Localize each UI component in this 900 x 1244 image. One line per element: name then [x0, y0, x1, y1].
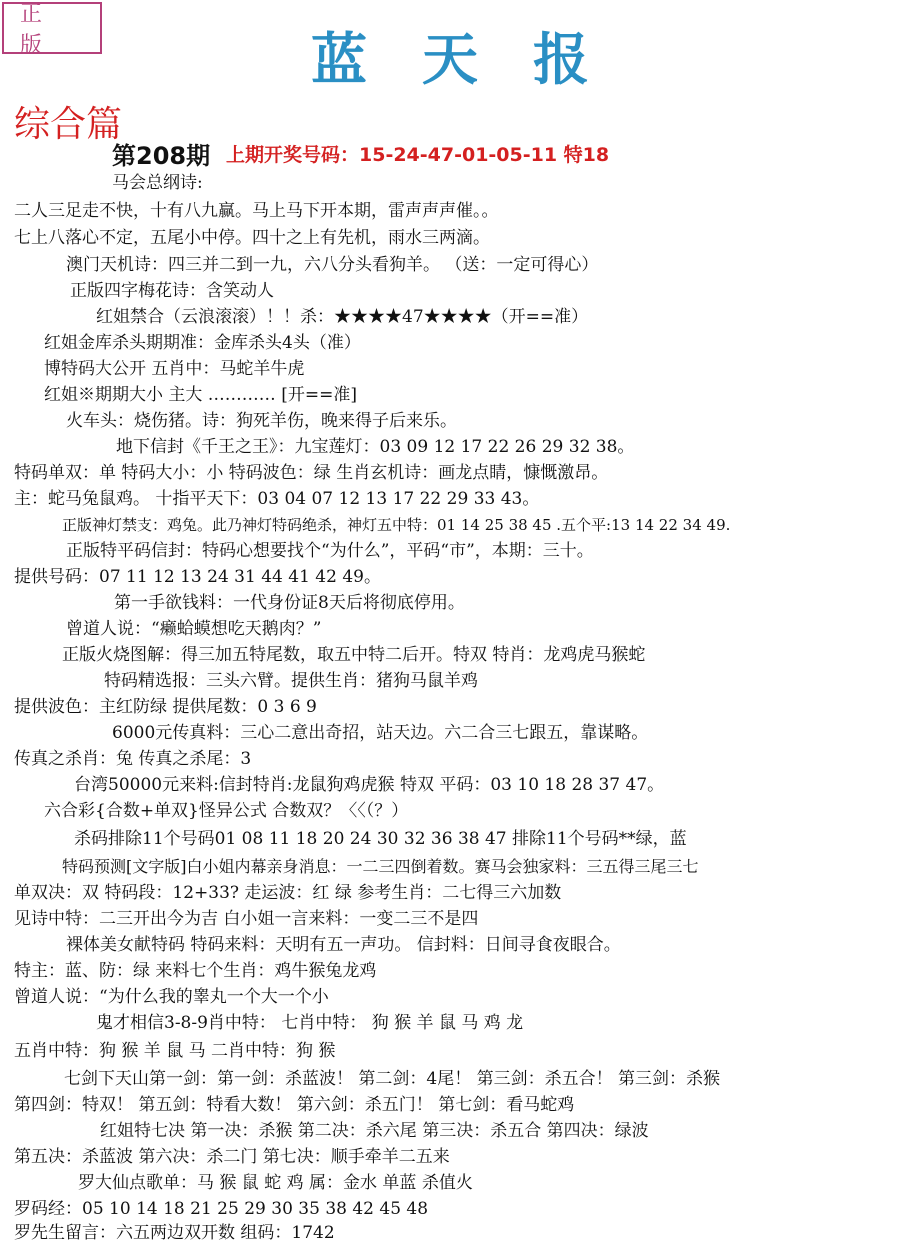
text-line: 第五决：杀蓝波 第六决：杀二门 第七决：顺手牵羊二五来: [14, 1147, 450, 1167]
text-line: 红姐※期期大小 主大 ………… [开==准]: [44, 385, 357, 405]
text-line: 特码单双：单 特码大小：小 特码波色：绿 生肖玄机诗：画龙点睛，慷慨激昂。: [14, 463, 609, 483]
text-line: 马会总纲诗:: [112, 173, 203, 193]
text-line: 单双决：双 特码段：12+33? 走运波：红 绿 参考生肖：二七得三六加数: [14, 883, 562, 903]
text-line: 罗码经：05 10 14 18 21 25 29 30 35 38 42 45 48: [14, 1199, 429, 1219]
text-line: 杀码排除11个号码01 08 11 18 20 24 30 32 36 38 47 排除11个号码**绿，蓝: [74, 829, 687, 849]
text-line: 正版四字梅花诗：含笑动人: [70, 281, 274, 301]
text-line: 台湾50000元来料:信封特肖:龙鼠狗鸡虎猴 特双 平码：03 10 18 28 37 47。: [74, 775, 665, 795]
text-line: 六合彩{合数+单双}怪异公式 合数双？〈〈（？）: [44, 801, 409, 821]
text-line: 提供号码：07 11 12 13 24 31 44 41 42 49。: [14, 567, 381, 587]
text-line: 七剑下天山第一剑：第一剑：杀蓝波！ 第二剑：4尾！ 第三剑：杀五合！ 第三剑：杀猴: [64, 1069, 721, 1089]
text-line: 提供波色：主红防绿 提供尾数：0 3 6 9: [14, 697, 317, 717]
text-line: 正版神灯禁支：鸡兔。此乃神灯特码绝杀，神灯五中特：01 14 25 38 45 .五个平:13 14 22 34 49.: [62, 516, 731, 534]
text-line: 七上八落心不定，五尾小中停。四十之上有先机，雨水三两滴。: [14, 228, 490, 248]
text-line: 特码精选报：三头六臂。提供生肖：猪狗马鼠羊鸡: [104, 671, 478, 691]
text-line: 地下信封《千王之王》：九宝莲灯：03 09 12 17 22 26 29 32 38。: [116, 437, 635, 457]
section-title: 综合篇: [14, 104, 123, 145]
text-line: 传真之杀肖：兔 传真之杀尾：3: [14, 749, 252, 769]
text-line: 红姐金库杀头期期准：金库杀头4头（准）: [44, 333, 361, 353]
text-line: 特主：蓝、防：绿 来料七个生肖：鸡牛猴兔龙鸡: [14, 961, 377, 981]
text-line: 第四剑：特双！ 第五剑：特看大数！ 第六剑：杀五门！ 第七剑：看马蛇鸡: [14, 1095, 575, 1115]
text-line: 正版火烧图解：得三加五特尾数，取五中特二后开。特双 特肖：龙鸡虎马猴蛇: [62, 645, 646, 665]
issue-number: 第208期: [112, 142, 211, 170]
genuine-badge: 正版: [2, 2, 102, 54]
text-line: 第一手欲钱料：一代身份证8天后将彻底停用。: [114, 593, 465, 613]
masthead-title: 蓝天报: [311, 28, 644, 93]
text-line: 火车头：烧伤猪。诗：狗死羊伤，晚来得子后来乐。: [66, 411, 457, 431]
text-line: 澳门天机诗：四三并二到一九，六八分头看狗羊。 （送：一定可得心）: [66, 255, 599, 275]
text-line: 曾道人说：“癞蛤蟆想吃天鹅肉？”: [66, 619, 322, 639]
text-line: 五肖中特：狗 猴 羊 鼠 马 二肖中特：狗 猴: [14, 1041, 336, 1061]
text-line: 博特码大公开 五肖中：马蛇羊牛虎: [44, 359, 305, 379]
text-line: 特码预测[文字版]白小姐内幕亲身消息：一二三四倒着数。赛马会独家料：三五得三尾三七: [62, 857, 699, 876]
text-line: 红姐禁合（云浪滚滚）！！杀：★★★★47★★★★（开==准）: [96, 307, 589, 327]
text-line: 罗先生留言：六五两边双开数 组码：1742: [14, 1223, 335, 1243]
text-line: 曾道人说：“为什么我的睾丸一个大一个小: [14, 987, 329, 1007]
previous-draw-numbers: 上期开奖号码：15-24-47-01-05-11 特18: [226, 144, 610, 166]
text-line: 裸体美女献特码 特码来料：天明有五一声功。 信封料：日间寻食夜眼合。: [66, 935, 621, 955]
text-line: 见诗中特：二三开出今为吉 白小姐一言来料：一变二三不是四: [14, 909, 479, 929]
text-line: 鬼才相信3-8-9肖中特： 七肖中特： 狗 猴 羊 鼠 马 鸡 龙: [96, 1013, 524, 1033]
text-line: 主：蛇马兔鼠鸡。 十指平天下：03 04 07 12 13 17 22 29 33 43。: [14, 489, 540, 509]
text-line: 二人三足走不快，十有八九赢。马上马下开本期，雷声声声催。。: [14, 201, 499, 221]
text-line: 6000元传真料：三心二意出奇招，站天边。六二合三七跟五，靠谋略。: [112, 723, 649, 743]
text-line: 正版特平码信封：特码心想要找个“为什么”，平码“市”，本期：三十。: [66, 541, 594, 561]
text-line: 罗大仙点歌单：马 猴 鼠 蛇 鸡 属：金水 单蓝 杀值火: [78, 1173, 473, 1193]
text-line: 红姐特七决 第一决：杀猴 第二决：杀六尾 第三决：杀五合 第四决：绿波: [100, 1121, 649, 1141]
